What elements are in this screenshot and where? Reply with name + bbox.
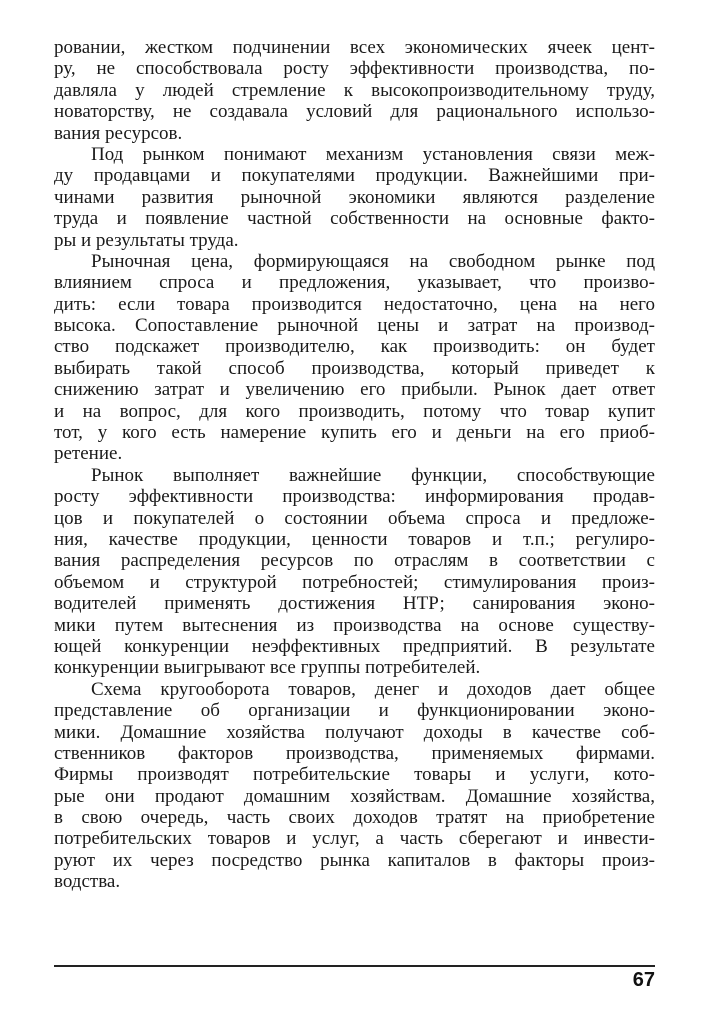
text-line: вания распределения ресурсов по отраслям в соответствии с: [54, 550, 655, 572]
body-text: [54, 37, 655, 893]
text-line: ру, не способствовала росту эффективности производства, по-: [54, 58, 655, 80]
text-line: выбирать такой способ производства, который приведет к: [54, 357, 655, 379]
text-line: Рыночная цена, формирующаяся на свободном рынке под: [91, 250, 655, 272]
paragraph: [54, 679, 655, 893]
text-line: рые они продают домашним хозяйствам. Домашние хозяйства,: [54, 785, 655, 807]
text-line: ющей конкуренции неэффективных предприятий. В результате: [54, 635, 655, 657]
text-line: Фирмы производят потребительские товары и услуги, кото-: [54, 764, 655, 786]
text-line: мики. Домашние хозяйства получают доходы в качестве соб-: [54, 721, 655, 743]
text-line: объемом и структурой потребностей; стимулирования произ-: [54, 571, 655, 593]
text-line: давляла у людей стремление к высокопроизводительному труду,: [54, 79, 655, 101]
footer-rule: [54, 965, 655, 967]
text-line: представление об организации и функционировании эконо-: [54, 700, 655, 722]
text-line: водства.: [54, 871, 121, 893]
text-line: высока. Сопоставление рыночной цены и затрат на производ-: [54, 315, 655, 337]
text-line: ры и результаты труда.: [54, 229, 239, 251]
text-line: мики путем вытеснения из производства на основе существу-: [54, 614, 655, 636]
text-line: ровании, жестком подчинении всех экономических ячеек цент-: [54, 37, 655, 58]
text-line: и на вопрос, для кого производить, потому что товар купит: [54, 400, 655, 422]
text-line: ственников факторов производства, применяемых фирмами.: [54, 742, 655, 764]
text-line: потребительских товаров и услуг, а часть сберегают и инвести-: [54, 828, 655, 850]
text-line: труда и появление частной собственности на основные факто-: [54, 208, 655, 230]
text-line: водителей применять достижения НТР; санирования эконо-: [54, 593, 655, 615]
paragraph: [54, 465, 655, 679]
text-line: Рынок выполняет важнейшие функции, способствующие: [91, 464, 655, 486]
page-number: 67: [632, 969, 655, 991]
text-line: вания ресурсов.: [54, 122, 183, 144]
text-line: в свою очередь, часть своих доходов тратят на приобретение: [54, 807, 655, 829]
text-line: новаторству, не создавала условий для рационального использо-: [54, 101, 655, 123]
text-line: тот, у кого есть намерение купить его и деньги на его приоб-: [54, 422, 655, 444]
paragraph: [54, 37, 655, 144]
text-line: ния, качестве продукции, ценности товаров и т.п.; регулиро-: [54, 528, 655, 550]
text-line: Под рынком понимают механизм установления связи меж-: [91, 143, 655, 165]
paragraph: [54, 251, 655, 465]
text-line: ду продавцами и покупателями продукции. Важнейшими при-: [54, 165, 655, 187]
text-line: чинами развития рыночной экономики являются разделение: [54, 186, 655, 208]
text-line: Схема кругооборота товаров, денег и доходов дает общее: [91, 678, 655, 700]
text-line: ство подскажет производителю, как производить: он будет: [54, 336, 655, 358]
text-line: влиянием спроса и предложения, указывает, что произво-: [54, 272, 655, 294]
text-line: цов и покупателей о состоянии объема спроса и предложе-: [54, 507, 655, 529]
text-line: дить: если товара производится недостаточно, цена на него: [54, 293, 655, 315]
text-line: конкуренции выигрывают все группы потребителей.: [54, 657, 481, 679]
text-line: руют их через посредство рынка капиталов в факторы произ-: [54, 849, 655, 871]
paragraph: [54, 144, 655, 251]
text-line: ретение.: [54, 443, 123, 465]
text-line: снижению затрат и увеличению его прибыли. Рынок дает ответ: [54, 379, 655, 401]
text-line: росту эффективности производства: информирования продав-: [54, 486, 655, 508]
